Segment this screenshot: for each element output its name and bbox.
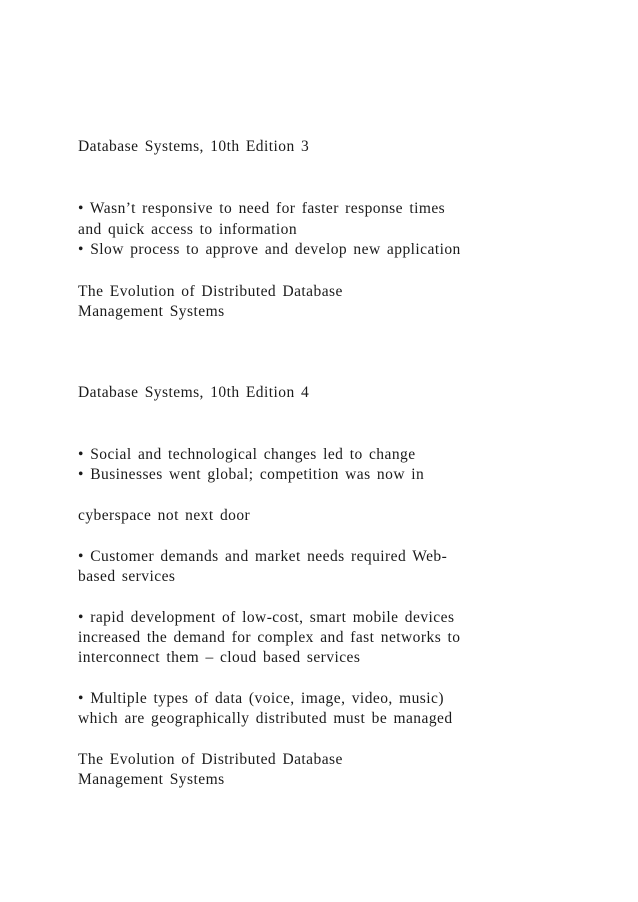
bullet-continuation: and quick access to information (78, 221, 298, 238)
slide-footer-4: Database Systems, 10th Edition 4 (78, 384, 310, 401)
section-title-continuation: Management Systems (78, 303, 225, 320)
section-title: The Evolution of Distributed Database (78, 751, 343, 768)
section-title: The Evolution of Distributed Database (78, 283, 343, 300)
bullet-continuation: increased the demand for complex and fast networks to (78, 629, 461, 646)
bullet-continuation: interconnect them – cloud based services (78, 649, 361, 666)
bullet-item: • Multiple types of data (voice, image, video, music) (78, 690, 444, 707)
bullet-continuation: based services (78, 568, 176, 585)
section-title-continuation: Management Systems (78, 771, 225, 788)
slide-footer-3: Database Systems, 10th Edition 3 (78, 138, 310, 155)
bullet-continuation: which are geographically distributed must be managed (78, 710, 453, 727)
bullet-item: • Businesses went global; competition was now in (78, 466, 425, 483)
bullet-continuation: cyberspace not next door (78, 507, 251, 524)
bullet-item: • Wasn’t responsive to need for faster response times (78, 200, 446, 217)
bullet-item: • Social and technological changes led to change (78, 446, 416, 463)
bullet-item: • rapid development of low-cost, smart mobile devices (78, 609, 455, 626)
bullet-item: • Customer demands and market needs required Web- (78, 548, 448, 565)
bullet-item: • Slow process to approve and develop new application (78, 241, 461, 258)
